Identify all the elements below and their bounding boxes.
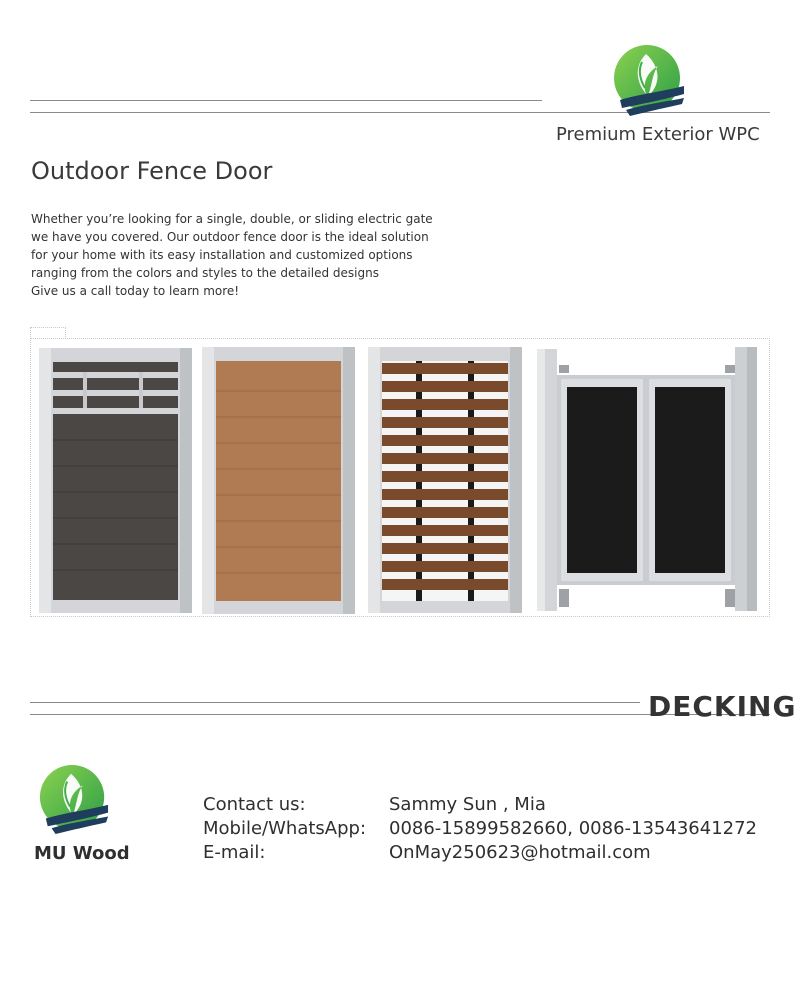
mobile-numbers: 0086-15899582660, 0086-13543641272: [389, 818, 757, 839]
leaf-wave-logo-icon: [38, 764, 110, 836]
intro-paragraph: [31, 210, 451, 300]
mobile-label: Mobile/WhatsApp:: [203, 818, 367, 839]
email-address: OnMay250623@hotmail.com: [389, 842, 651, 863]
leaf-wave-logo-icon: [612, 44, 686, 118]
intro-line: for your home with its easy installation and customized options: [31, 248, 413, 262]
section-rule-top: [30, 702, 640, 703]
brand-tagline: Premium Exterior WPC: [556, 124, 760, 145]
contact-name: Sammy Sun , Mia: [389, 794, 546, 815]
section-heading: DECKING: [648, 690, 797, 723]
header-rule-top: [30, 100, 542, 101]
footer-brand-name: MU Wood: [34, 843, 130, 864]
fence-door-walnut-slat-image: [368, 347, 522, 613]
intro-line: ranging from the colors and styles to the detailed designs: [31, 266, 379, 280]
intro-line: we have you covered. Our outdoor fence door is the ideal solution: [31, 230, 429, 244]
intro-line: Give us a call today to learn more!: [31, 284, 240, 298]
page-title: Outdoor Fence Door: [31, 157, 273, 185]
product-gallery: [30, 338, 770, 617]
email-label: E-mail:: [203, 842, 266, 863]
contact-label: Contact us:: [203, 794, 306, 815]
intro-line: Whether you’re looking for a single, double, or sliding electric gate: [31, 212, 433, 226]
fence-door-teak-image: [202, 347, 355, 614]
fence-door-double-gate-image: [537, 345, 759, 615]
fence-door-charcoal-image: [39, 348, 192, 613]
